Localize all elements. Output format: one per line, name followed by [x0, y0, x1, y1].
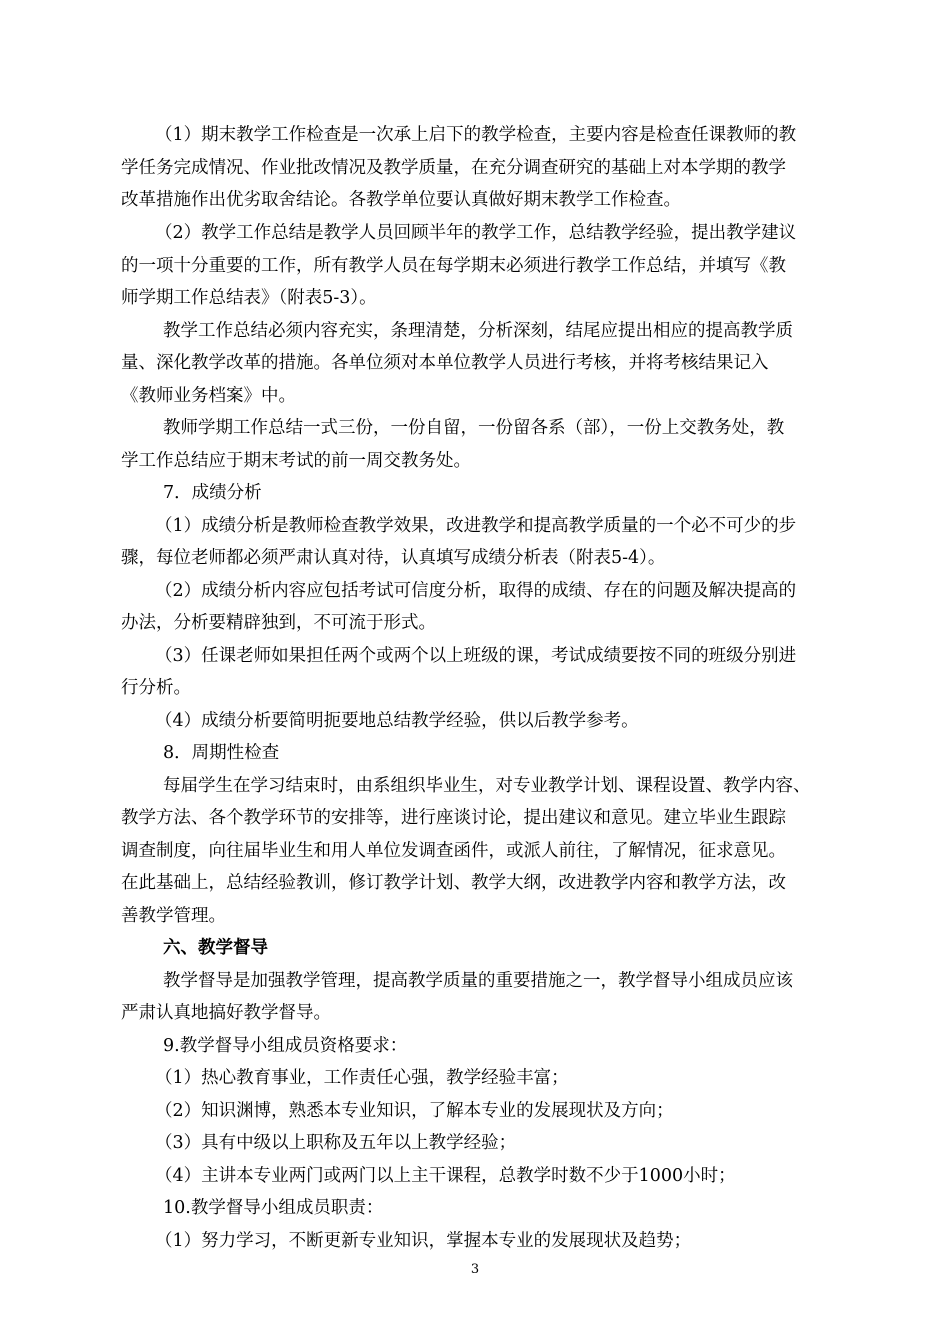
text-line: 教学督导是加强教学管理，提高教学质量的重要措施之一，教学督导小组成员应该: [163, 971, 793, 991]
text-line: （2）教学工作总结是教学人员回顾半年的教学工作，总结教学经验，提出教学建议: [155, 223, 797, 243]
text-line: （2）知识渊博，熟悉本专业知识，了解本专业的发展现状及方向；: [155, 1101, 674, 1121]
text-line: 骤，每位老师都必须严肃认真对待，认真填写成绩分析表（附表5-4）。: [121, 548, 666, 568]
text-line: （2）成绩分析内容应包括考试可信度分析，取得的成绩、存在的问题及解决提高的: [155, 581, 797, 601]
text-line: 量、深化教学改革的措施。各单位须对本单位教学人员进行考核，并将考核结果记入: [121, 353, 769, 373]
text-line: 教学方法、各个教学环节的安排等，进行座谈讨论，提出建议和意见。建立毕业生跟踪: [121, 808, 786, 828]
text-line: 师学期工作总结表》（附表5-3）。: [121, 288, 377, 308]
text-line: （1）努力学习，不断更新专业知识，掌握本专业的发展现状及趋势；: [155, 1231, 692, 1251]
section-heading: 10.教学督导小组成员职责：: [163, 1198, 384, 1218]
text-line: （3）任课老师如果担任两个或两个以上班级的课，考试成绩要按不同的班级分别进: [155, 646, 797, 666]
section-heading: 8．周期性检查: [163, 743, 280, 763]
page-number: 3: [470, 1262, 480, 1277]
text-line: 行分析。: [121, 678, 191, 698]
section-heading: 9.教学督导小组成员资格要求：: [163, 1036, 408, 1056]
text-line: （4）主讲本专业两门或两门以上主干课程，总教学时数不少于1000小时；: [155, 1166, 736, 1186]
text-line: （1）期末教学工作检查是一次承上启下的教学检查，主要内容是检查任课教师的教: [155, 125, 797, 145]
section-heading: 7．成绩分析: [163, 483, 262, 503]
text-line: 学任务完成情况、作业批改情况及教学质量，在充分调查研究的基础上对本学期的教学: [121, 158, 786, 178]
chapter-heading: 六、教学督导: [163, 938, 268, 958]
text-line: 教师学期工作总结一式三份，一份自留，一份留各系（部），一份上交教务处，教: [163, 418, 785, 438]
text-line: 办法，分析要精辟独到，不可流于形式。: [121, 613, 436, 633]
text-line: 严肃认真地搞好教学督导。: [121, 1003, 331, 1023]
text-line: 改革措施作出优劣取舍结论。各教学单位要认真做好期末教学工作检查。: [121, 190, 681, 210]
text-line: 每届学生在学习结束时，由系组织毕业生，对专业教学计划、课程设置、教学内容、: [163, 776, 811, 796]
text-line: 调查制度，向往届毕业生和用人单位发调查函件，或派人前往，了解情况，征求意见。: [121, 841, 786, 861]
text-line: （4）成绩分析要简明扼要地总结教学经验，供以后教学参考。: [155, 711, 639, 731]
text-line: 善教学管理。: [121, 906, 226, 926]
text-line: 在此基础上，总结经验教训，修订教学计划、教学大纲，改进教学内容和教学方法，改: [121, 873, 786, 893]
text-line: （1）成绩分析是教师检查教学效果，改进教学和提高教学质量的一个必不可少的步: [155, 516, 797, 536]
text-line: （3）具有中级以上职称及五年以上教学经验；: [155, 1133, 517, 1153]
text-line: 学工作总结应于期末考试的前一周交教务处。: [121, 451, 471, 471]
text-line: 《教师业务档案》中。: [121, 386, 296, 406]
text-line: 的一项十分重要的工作，所有教学人员在每学期末必须进行教学工作总结，并填写《教: [121, 256, 786, 276]
text-line: （1）热心教育事业，工作责任心强，教学经验丰富；: [155, 1068, 569, 1088]
text-line: 教学工作总结必须内容充实，条理清楚，分析深刻，结尾应提出相应的提高教学质: [163, 321, 793, 341]
